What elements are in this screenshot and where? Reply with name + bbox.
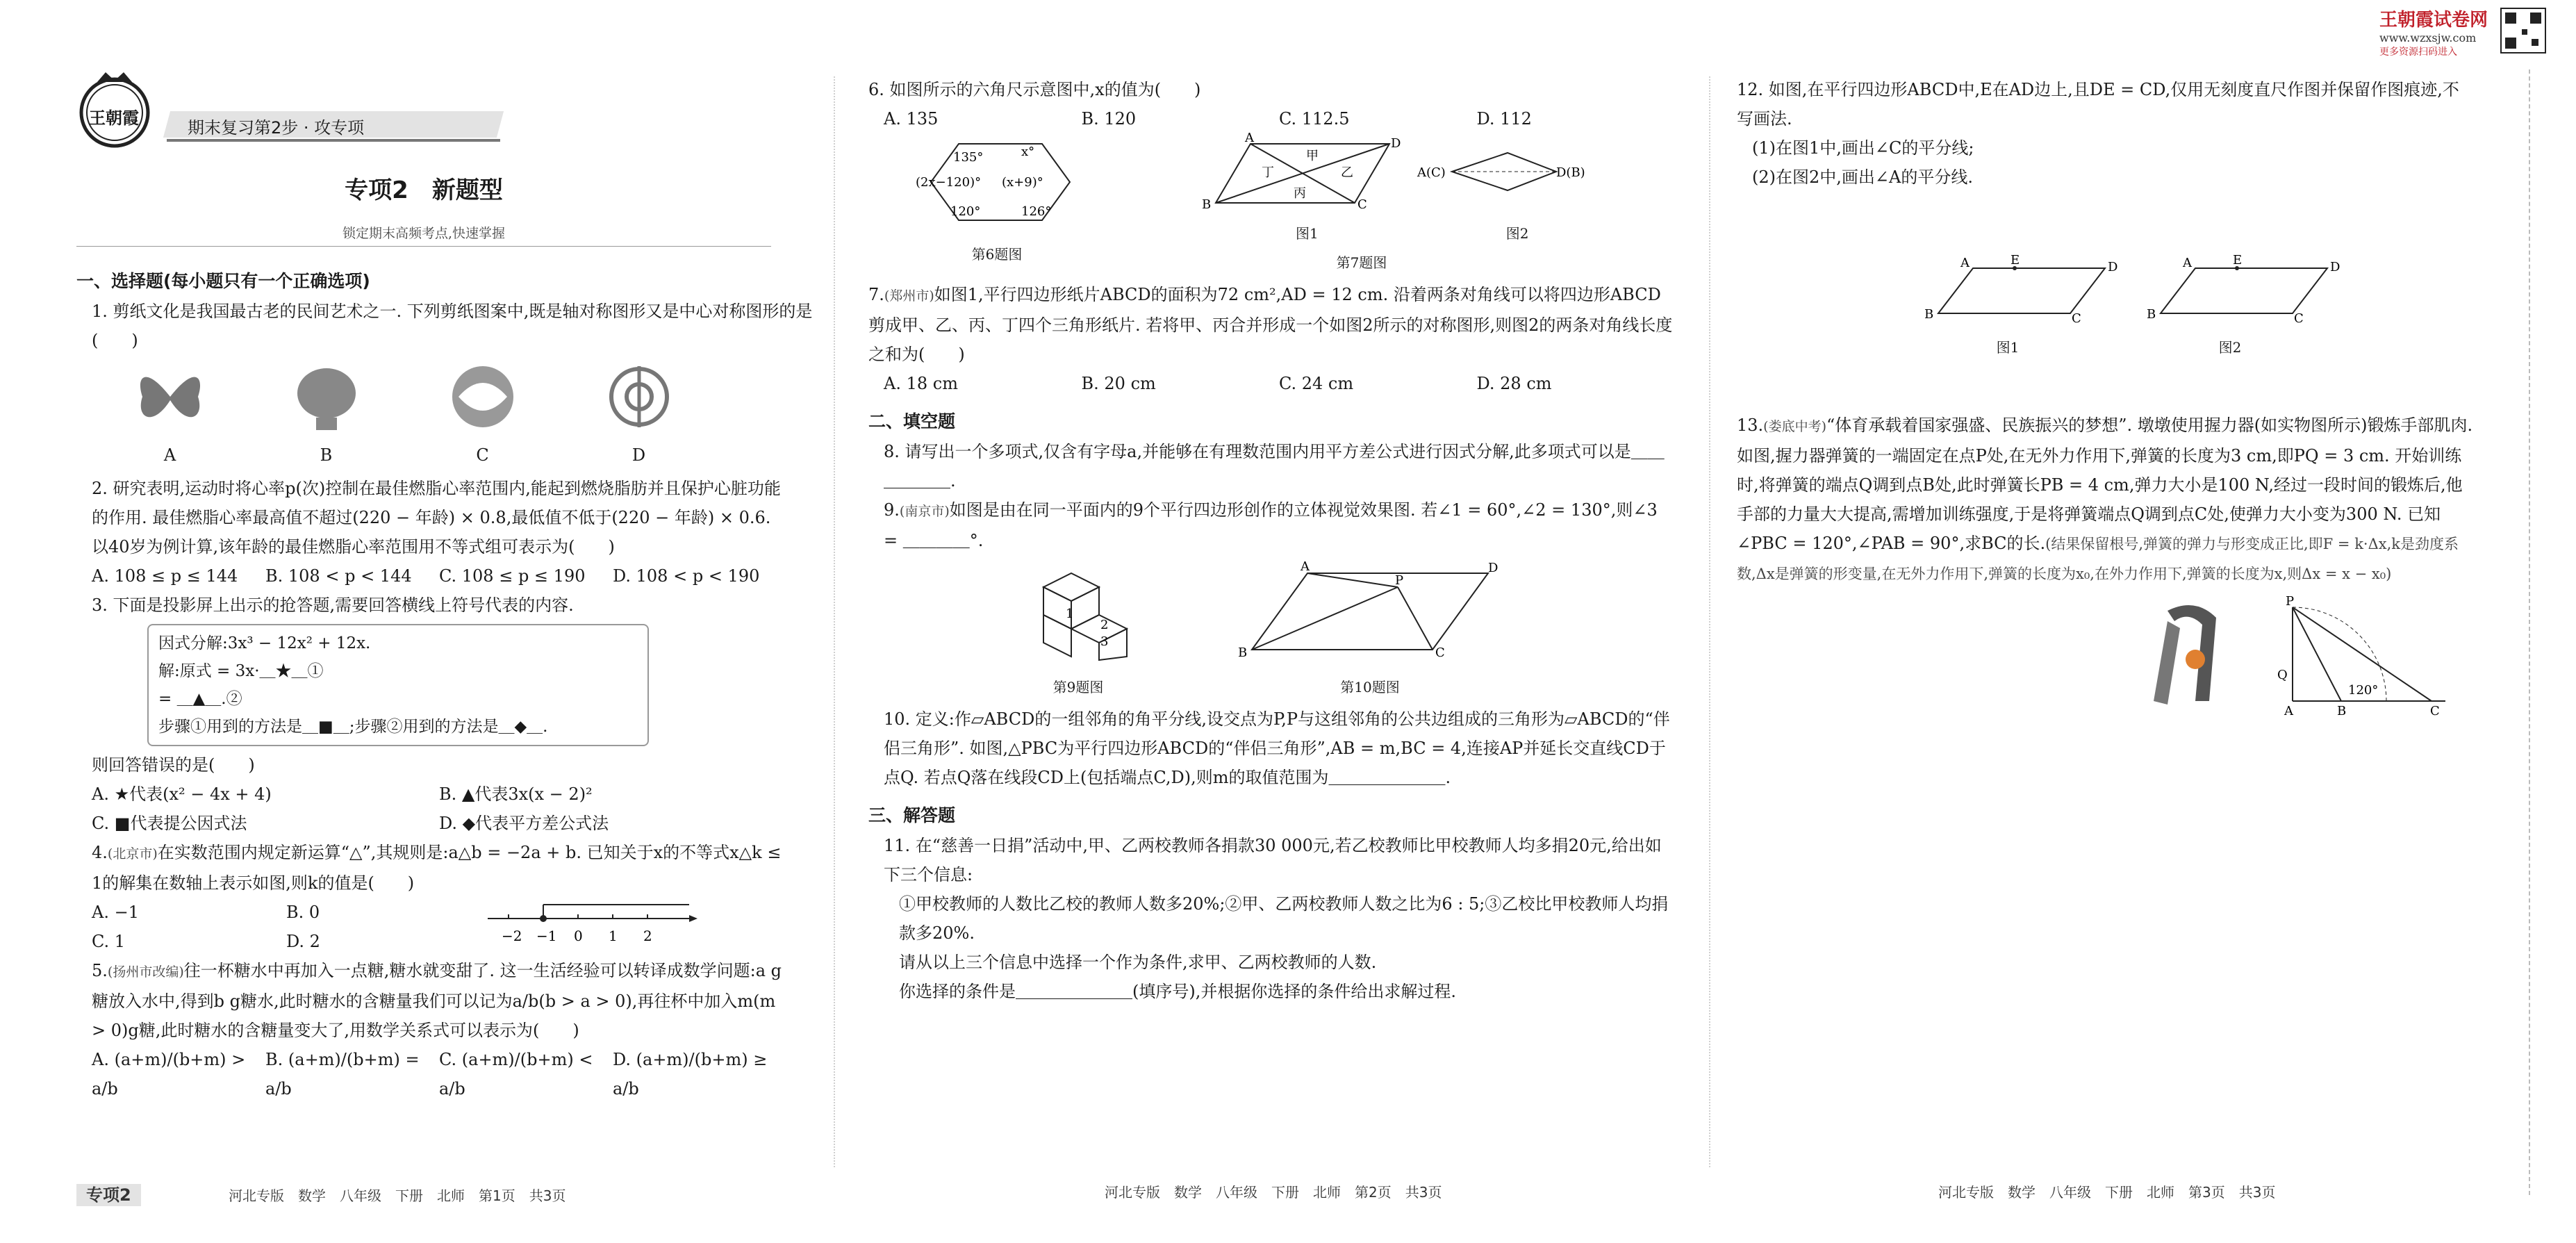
- question-4-text: 在实数范围内规定新运算“△”,其规则是:a△b = −2a + b. 已知关于x的不等式x△k ≤ 1的解集在数轴上表示如图,则k的值是( ): [92, 843, 782, 893]
- question-13-text: “体育承载着国家强盛、民族振兴的梦想”. 墩墩使用握力器(如实物图所示)锻炼手部肌肉. 如图,握力器弹簧的一端固定在点P处,在无外力作用下,弹簧的长度为3 cm,即PQ = 3 cm. 开始训练时,将弹簧的端点Q调到点B处,此时弹簧长PB = 4 cm,弹力大小是100 N,经过一段时间的锻炼后,他手部的力量大大提高,需增加训练强度,于是将弹簧端点Q调到点C处,使弹力大小变为300 N. 已知∠PBC = 120°,∠PAB = 90°,求BC的长.: [1737, 415, 2473, 553]
- option-a: A. 108 ≤ p ≤ 144: [92, 566, 238, 586]
- parallelogram-fig12-2: [2140, 254, 2348, 324]
- question-3-ask: 则回答错误的是( ): [92, 755, 255, 775]
- option-label: D: [631, 445, 646, 465]
- vertex-label: Q: [2277, 668, 2288, 682]
- option-d: D. (a+m)/(b+m) ≥ a/b: [613, 1050, 768, 1098]
- section-solve: 三、解答题: [868, 805, 956, 825]
- header: [76, 0, 813, 167]
- question-3: [76, 591, 786, 838]
- spring-diagram: [2272, 594, 2452, 718]
- question-13-note: (结果保留根号,弹簧的弹力与形变成正比,即F = k·Δx,k是劲度系数,Δx是弹簧的形变量,在无外力作用下,弹簧的长度为x₀,在外力作用下,弹簧的长度为x,则Δx = x − x₀): [1737, 536, 2459, 582]
- section-fill: 二、填空题: [868, 411, 956, 431]
- question-7-options: [868, 369, 1674, 398]
- question-11-text: 11. 在“慈善一日捐”活动中,甲、乙两校教师各捐款30 000元,若乙校教师比甲校教师人均多捐20元,给出如下三个信息:: [884, 836, 1662, 884]
- tick-label: −2: [502, 928, 522, 944]
- column-divider: [834, 76, 835, 1167]
- parallelogram-fig10: [1238, 559, 1502, 664]
- figure-caption: 图2: [1505, 225, 1529, 242]
- cubes-figure: [1023, 559, 1134, 664]
- page-subtitle: 锁定期末高频考点,快速掌握: [342, 226, 506, 241]
- vertex-label: P: [1395, 573, 1404, 588]
- top-right-note: 更多资源扫码进入: [2379, 47, 2457, 58]
- region-label: 乙: [1341, 165, 1353, 180]
- angle-number: 2: [1100, 618, 1109, 632]
- angle-number: 1: [1066, 607, 1074, 621]
- option-b: B. 20 cm: [1081, 374, 1156, 393]
- vertex-label: B: [1202, 197, 1212, 212]
- binding-line: [2529, 69, 2530, 1195]
- question-3-box: [147, 624, 649, 746]
- option-a: A. 135: [884, 109, 939, 129]
- question-11-ask: 请从以上三个信息中选择一个作为条件,求甲、乙两校教师的人数.: [899, 953, 1377, 972]
- vertex-label: B: [1924, 307, 1934, 322]
- question-3-options-row2: [92, 809, 786, 838]
- vertex-label: D(B): [1556, 165, 1585, 180]
- question-9-text: 如图是由在同一平面内的9个平行四边形创作的立体视觉效果图. 若∠1 = 60°,∠2 = 130°,则∠3 = ＿＿＿＿°.: [884, 500, 1658, 550]
- figure-caption: 第10题图: [1340, 679, 1400, 695]
- option-d: D. 108 < p < 190: [613, 566, 760, 586]
- question-4-source: (北京市): [107, 846, 158, 862]
- question-5: 5.(扬州市改编)往一杯糖水中再加入一点糖,糖水就变甜了. 这一生活经验可以转译成数学问题:a g糖放入水中,得到b g糖水,此时糖水的含糖量我们可以记为a/b(b > a > 0),再往杯中加入m(m > 0)g糖,此时糖水的含糖量变大了,用数学关系式可以表示为( ) A. (a+m)/(b+m) > a/b B. (a+m)/(b+m) = a/b C. (a+m)/(b+m) < a/b D. (a+m)/(b+m) ≥ a/b: [76, 956, 786, 1103]
- vertex-label: B: [1238, 645, 1248, 660]
- question-2: [76, 474, 786, 591]
- hand-gripper-icon: [2140, 597, 2251, 715]
- footer-page-2: [1105, 1181, 1442, 1201]
- question-7-source: (郑州市): [884, 288, 934, 304]
- question-2-text: 2. 研究表明,运动时将心率p(次)控制在最佳燃脂心率范围内,能起到燃烧脂肪并且保护心脏功能的作用. 最佳燃脂心率最高值不超过(220 − 年龄) × 0.8,最低值不低于(220 − 年龄) × 0.6. 以40岁为例计算,该年龄的最佳燃脂心率范围用不等式组可表示为( ): [92, 479, 781, 557]
- option-d: D. 2: [286, 932, 320, 951]
- question-11-info: ①甲校教师的人数比乙校的教师人数多20%;②甲、乙两校教师人数之比为6 : 5;③乙校比甲校教师人均捐款多20%.: [899, 894, 1669, 943]
- vertex-label: A: [1245, 131, 1254, 145]
- knot-icon: [601, 362, 677, 431]
- question-2-options: [92, 561, 786, 591]
- top-right-url: www.wzxsjw.com: [2379, 31, 2477, 44]
- vertex-label: D: [1488, 561, 1498, 575]
- vertex-label: C: [1357, 197, 1367, 212]
- region-label: 甲: [1306, 149, 1319, 163]
- angle-label: x°: [1021, 145, 1035, 159]
- tick-label: 1: [609, 928, 618, 944]
- option-d: D. 28 cm: [1476, 374, 1552, 393]
- page-3: [1737, 0, 2501, 1243]
- question-4-options-row1: [92, 898, 481, 927]
- tick-label: 0: [574, 928, 583, 944]
- option-d: D. ◆代表平方差公式法: [439, 814, 609, 833]
- option-c: C. 112.5: [1279, 109, 1350, 129]
- hexagon-figure: [910, 133, 1084, 231]
- question-12-sub: (2)在图2中,画出∠A的平分线.: [1752, 167, 1973, 187]
- option-b: B. (a+m)/(b+m) = a/b: [265, 1050, 420, 1098]
- angle-label: (2x−120)°: [916, 175, 982, 190]
- question-13-source: (娄底中考): [1763, 419, 1826, 434]
- footer-info: 河北专版 数学 八年级 下册 北师 第3页 共3页: [1938, 1184, 2276, 1201]
- question-7: 7.(郑州市)如图1,平行四边形纸片ABCD的面积为72 cm²,AD = 12 cm. 沿着两条对角线可以将四边形ABCD剪成甲、乙、丙、丁四个三角形纸片. 若将甲、丙合并形成一个如图2所示的对称图形,则图2的两条对角线长度之和为( ) A. 18 cm B. 20 cm C. 24 cm D. 28 cm: [868, 280, 1674, 398]
- option-a: A. 18 cm: [884, 374, 958, 393]
- vertex-label: A: [2284, 704, 2293, 718]
- option-a: A. (a+m)/(b+m) > a/b: [92, 1050, 246, 1098]
- box-line: 因式分解:3x³ − 12x² + 12x.: [158, 634, 371, 652]
- footer-page-1: [76, 1181, 771, 1205]
- question-8: [868, 437, 1674, 495]
- question-3-options-row1: [92, 780, 786, 809]
- vertex-label: D: [1391, 136, 1401, 151]
- tick-label: 2: [643, 928, 652, 944]
- tick-label: −1: [536, 928, 557, 944]
- box-line: = ＿▲＿.②: [158, 690, 242, 708]
- question-1-text: 1. 剪纸文化是我国最古老的民间艺术之一. 下列剪纸图案中,既是轴对称图形又是中心对称图形的是( ): [92, 302, 813, 350]
- qr-code-icon: [2501, 8, 2545, 53]
- vertex-label: C: [2430, 704, 2440, 718]
- figure-caption: 图2: [2218, 339, 2242, 356]
- butterfly-icon: [132, 362, 208, 431]
- lantern-icon: [288, 362, 365, 431]
- option-label: C: [476, 445, 489, 465]
- question-7-text: 如图1,平行四边形纸片ABCD的面积为72 cm²,AD = 12 cm. 沿着两条对角线可以将四边形ABCD剪成甲、乙、丙、丁四个三角形纸片. 若将甲、丙合并形成一个如图2所示的对称图形,则图2的两条对角线长度之和为( ): [868, 285, 1673, 364]
- option-b: B. 108 < p < 144: [265, 566, 412, 586]
- question-6: [868, 75, 1674, 277]
- figure-caption: 第7题图: [1336, 254, 1387, 271]
- banner-text: 期末复习第2步 · 攻专项: [188, 118, 365, 138]
- angle-label: 120°: [2348, 683, 2379, 698]
- option-c: C. (a+m)/(b+m) < a/b: [439, 1050, 593, 1098]
- logo-text: 王朝霞: [89, 108, 139, 128]
- question-6-options: [868, 104, 1674, 133]
- option-a: A. ★代表(x² − 4x + 4): [92, 784, 272, 804]
- option-label: A: [163, 445, 176, 465]
- vertex-label: D: [2108, 260, 2118, 274]
- vertex-label: A: [1301, 559, 1310, 574]
- page-1: [76, 0, 813, 1243]
- option-c: C. 108 ≤ p ≤ 190: [439, 566, 586, 586]
- figure-caption: 图1: [1296, 225, 1319, 242]
- page-title: 专项2 新题型: [345, 176, 503, 204]
- question-4: 4.(北京市)在实数范围内规定新运算“△”,其规则是:a△b = −2a + b. 已知关于x的不等式x△k ≤ 1的解集在数轴上表示如图,则k的值是( ) A. −1 B. 0 C. 1 D. 2 −2 −1 0 1 2: [76, 838, 786, 956]
- box-line: 步骤①用到的方法是＿■＿;步骤②用到的方法是＿◆＿.: [158, 718, 548, 736]
- number-line: [481, 898, 703, 953]
- question-12: [1737, 75, 2473, 362]
- option-b: B. ▲代表3x(x − 2)²: [439, 784, 593, 804]
- figure-caption: 第6题图: [971, 246, 1023, 263]
- question-9: 9.(南京市)如图是由在同一平面内的9个平行四边形创作的立体视觉效果图. 若∠1 = 60°,∠2 = 130°,则∠3 = ＿＿＿＿°. 1 2 3 第9题图 A D P B C 第10题图: [868, 495, 1674, 702]
- footer-info: 河北专版 数学 八年级 下册 北师 第2页 共3页: [1105, 1184, 1442, 1201]
- section-choice: 一、选择题(每小题只有一个正确选项): [76, 271, 370, 291]
- vertex-label: B: [2147, 307, 2156, 322]
- vertex-label: C: [2294, 311, 2304, 326]
- angle-label: 135°: [953, 150, 984, 165]
- option-label: B: [320, 445, 333, 465]
- question-12-sub: (1)在图1中,画出∠C的平分线;: [1752, 138, 1974, 158]
- vertex-label: A: [1960, 256, 1970, 270]
- question-5-text: 往一杯糖水中再加入一点糖,糖水就变甜了. 这一生活经验可以转译成数学问题:a g糖放入水中,得到b g糖水,此时糖水的含糖量我们可以记为a/b(b > a > 0),再往杯中加入m(m > 0)g糖,此时糖水的含糖量变大了,用数学关系式可以表示为( ): [92, 961, 782, 1040]
- question-3-text: 3. 下面是投影屏上出示的抢答题,需要回答横线上符号代表的内容.: [92, 595, 574, 615]
- footer-info: 河北专版 数学 八年级 下册 北师 第1页 共3页: [229, 1187, 566, 1204]
- question-9-source: (南京市): [899, 504, 950, 519]
- vertex-label: B: [2337, 704, 2347, 718]
- question-5-options: [92, 1045, 786, 1103]
- column-divider: [1709, 76, 1710, 1167]
- parallelogram-fig12-1: [1917, 254, 2126, 324]
- vertex-label: E: [2233, 253, 2243, 267]
- question-8-text: 8. 请写出一个多项式,仅含有字母a,并能够在有理数范围内用平方差公式进行因式分解,此多项式可以是＿＿＿＿＿＿.: [884, 442, 1665, 491]
- question-10: [868, 705, 1674, 792]
- vertex-label: C: [2072, 311, 2081, 326]
- question-11: [868, 831, 1674, 1006]
- option-a: A. −1: [92, 903, 139, 922]
- vertex-label: C: [1435, 645, 1445, 660]
- question-11-ask: 你选择的条件是＿＿＿＿＿＿＿(填序号),并根据你选择的条件给出求解过程.: [899, 982, 1456, 1001]
- question-13: 13.(娄底中考)“体育承载着国家强盛、民族振兴的梦想”. 墩墩使用握力器(如实物图所示)锻炼手部肌肉. 如图,握力器弹簧的一端固定在点P处,在无外力作用下,弹簧的长度为3 cm,即PQ = 3 cm. 开始训练时,将弹簧的端点Q调到点B处,此时弹簧长PB = 4 cm,弹力大小是100 N,经过一段时间的锻炼后,他手部的力量大大提高,需增加训练强度,于是将弹簧端点Q调到点C处,使弹力大小变为300 N. 已知∠PBC = 120°,∠PAB = 90°,求BC的长.(结果保留根号,弹簧的弹力与形变成正比,即F = k·Δx,k是劲度系数,Δx是弹簧的形变量,在无外力作用下,弹簧的长度为x₀,在外力作用下,弹簧的长度为x,则Δx = x − x₀) P Q A B C 120°: [1737, 415, 2473, 718]
- option-d: D. 112: [1476, 109, 1532, 129]
- question-6-text: 6. 如图所示的六角尺示意图中,x的值为( ): [868, 80, 1201, 99]
- vertex-label: A: [2183, 256, 2192, 270]
- option-c: C. 1: [92, 932, 126, 951]
- page-2: [868, 0, 1674, 1243]
- figure-caption: 第9题图: [1052, 679, 1104, 695]
- vertex-label: D: [2330, 260, 2340, 274]
- angle-number: 3: [1100, 634, 1109, 649]
- option-c: C. ■代表提公因式法: [92, 814, 247, 833]
- vertex-label: E: [2011, 253, 2020, 267]
- question-4-options-row2: [92, 927, 481, 956]
- parallelogram-fig7: [1181, 131, 1585, 212]
- footer-tag: 专项2: [76, 1184, 141, 1206]
- box-line: 解:原式 = 3x·＿★＿①: [158, 662, 324, 680]
- option-c: C. 24 cm: [1279, 374, 1354, 393]
- question-12-text: 12. 如图,在平行四边形ABCD中,E在AD边上,且DE = CD,仅用无刻度直尺作图并保留作图痕迹,不写画法.: [1737, 80, 2459, 129]
- vertex-label: P: [2286, 594, 2295, 609]
- region-label: 丙: [1294, 186, 1306, 201]
- papercut-figures: [92, 362, 717, 470]
- footer-page-3: [1938, 1181, 2275, 1201]
- figure-caption: 图1: [1996, 339, 2020, 356]
- question-1: [76, 297, 813, 470]
- region-label: 丁: [1262, 165, 1274, 180]
- top-right-logo: 王朝霞试卷网: [2379, 10, 2488, 31]
- fish-icon: [445, 362, 521, 431]
- vertex-label: A(C): [1417, 165, 1446, 180]
- question-5-source: (扬州市改编): [107, 964, 184, 980]
- question-10-text: 10. 定义:作▱ABCD的一组邻角的角平分线,设交点为P,P与这组邻角的公共边组成的三角形为▱ABCD的“伴侣三角形”. 如图,△PBC为平行四边形ABCD的“伴侣三角形”,AB = m,BC = 4,连接AP并延长交直线CD于点Q. 若点Q落在线段CD上(包括端点C,D),则m的取值范围为＿＿＿＿＿＿＿.: [884, 709, 1670, 787]
- option-b: B. 120: [1081, 109, 1137, 129]
- angle-label: 126°: [1021, 204, 1052, 219]
- angle-label: 120°: [950, 204, 981, 219]
- angle-label: (x+9)°: [1002, 175, 1043, 190]
- option-b: B. 0: [286, 903, 320, 922]
